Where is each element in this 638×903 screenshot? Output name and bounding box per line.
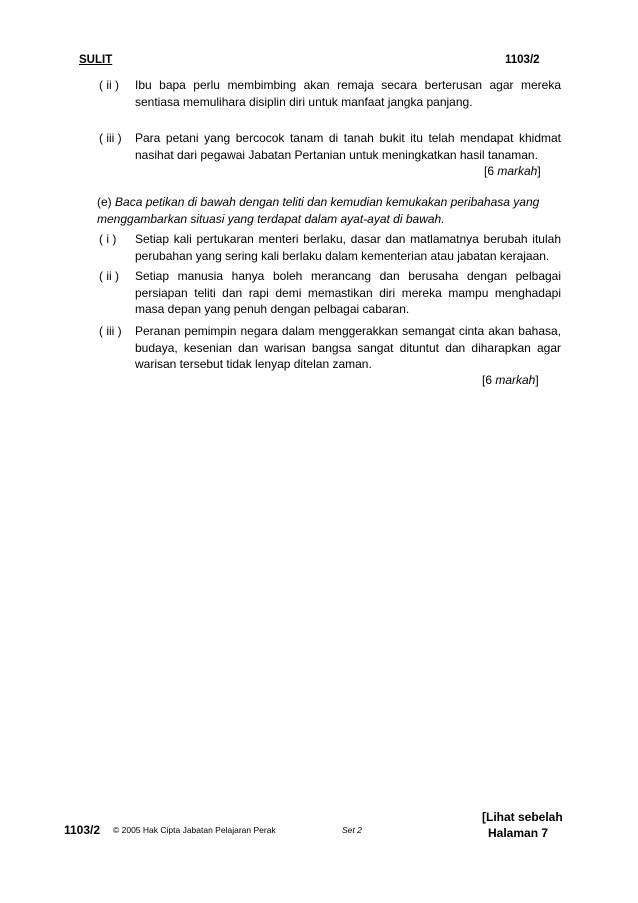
question-item-d-iii: [99, 130, 561, 163]
item-number: ( ii ): [99, 78, 119, 92]
item-text: Setiap kali pertukaran menteri berlaku, dasar dan matlamatnya berubah itulah perubahan yang sering kali berlaku dalam kementerian atau jabatan kerajaan.: [135, 232, 561, 263]
footer-next-line1: [Lihat sebelah: [482, 810, 563, 824]
marks-allocation-d: [6 markah]: [484, 164, 541, 178]
item-text: Para petani yang bercocok tanam di tanah bukit itu telah mendapat khidmat nasihat dari pegawai Jabatan Pertanian untuk meningkatkan hasil tanaman.: [135, 131, 561, 162]
item-number: ( i ): [99, 232, 117, 246]
item-number: ( iii ): [99, 131, 122, 145]
footer-page-number: Halaman 7: [488, 826, 549, 840]
item-text: Setiap manusia hanya boleh merancang dan berusaha dengan pelbagai persiapan teliti dan rapi demi memastikan diri mereka mampu menghadapi masa depan yang penuh dengan pelbagai cabaran.: [135, 269, 561, 316]
footer-next-page-note: [482, 809, 563, 841]
question-item-d-ii: [99, 77, 561, 110]
footer-set-label: Set 2: [342, 825, 362, 835]
item-text: Peranan pemimpin negara dalam menggerakkan semangat cinta akan bahasa, budaya, kesenian dan warisan bangsa sangat dituntut dan diharapkan agar warisan tersebut tidak lenyap ditelan zaman.: [135, 324, 561, 371]
marks-allocation-e: [6 markah]: [482, 373, 539, 387]
item-text: Ibu bapa perlu membimbing akan remaja secara berterusan agar mereka sentiasa memulihara disiplin diri untuk manfaat jangka panjang.: [135, 78, 561, 109]
section-label: (e): [97, 195, 112, 209]
item-number: ( ii ): [99, 269, 119, 283]
question-item-e-ii: [99, 268, 561, 318]
footer-copyright: © 2005 Hak Cipta Jabatan Pelajaran Perak: [113, 825, 276, 835]
question-item-e-i: [99, 231, 561, 264]
footer-paper-code: 1103/2: [64, 823, 101, 837]
section-e-instruction: [97, 194, 562, 227]
item-number: ( iii ): [99, 324, 122, 338]
header-classification: SULIT: [79, 54, 113, 66]
header-paper-code: 1103/2: [505, 54, 540, 66]
question-item-e-iii: [99, 323, 561, 373]
instruction-text: Baca petikan di bawah dengan teliti dan kemudian kemukakan peribahasa yang menggambarkan situasi yang terdapat dalam ayat-ayat di bawah.: [97, 195, 540, 226]
